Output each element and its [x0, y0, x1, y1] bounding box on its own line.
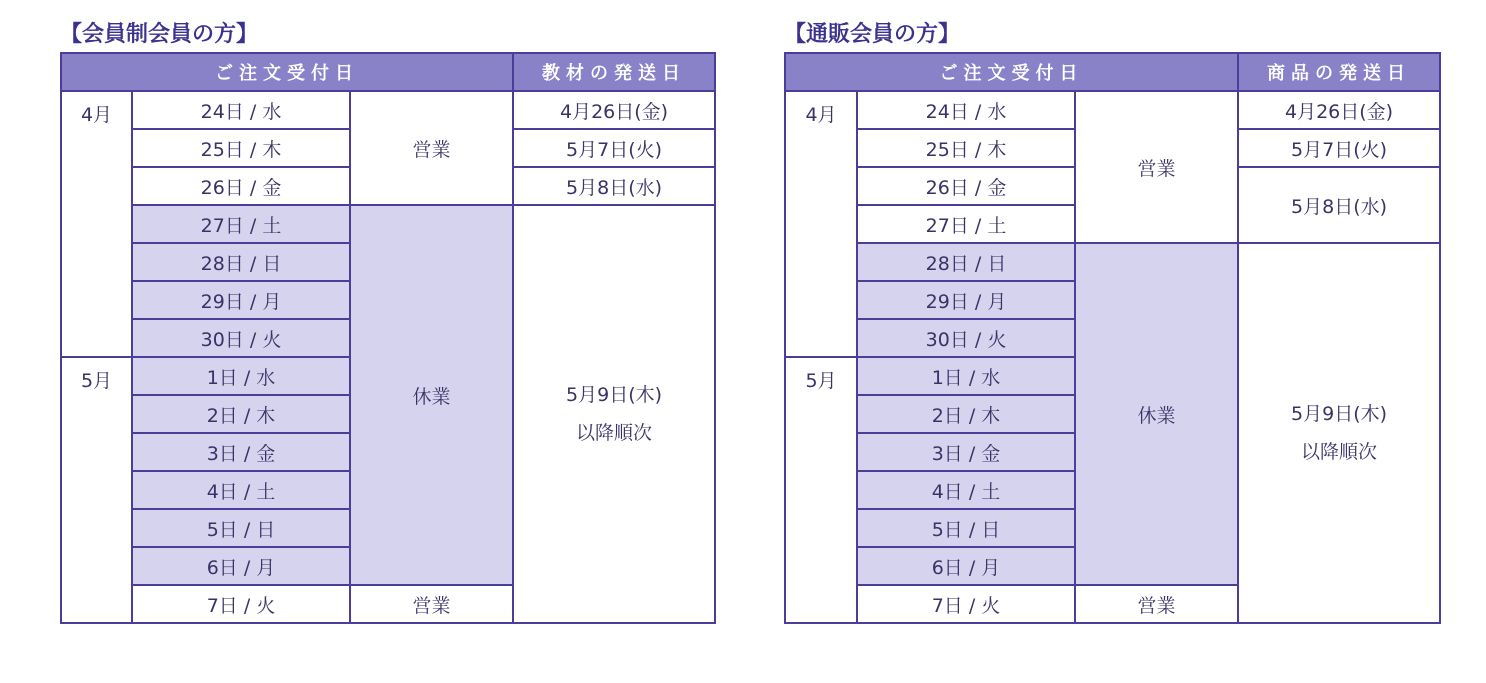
order-day-cell: 2日 / 木	[857, 395, 1075, 433]
order-day-cell: 6日 / 月	[857, 547, 1075, 585]
header-ship-date: 教材の発送日	[513, 53, 715, 91]
order-day-cell: 6日 / 月	[132, 547, 350, 585]
order-day-cell: 24日 / 水	[857, 91, 1075, 129]
status-cell-open-last: 営業	[350, 585, 513, 623]
order-day-cell: 29日 / 月	[857, 281, 1075, 319]
ship-date-cell: 5月8日(水)	[1238, 167, 1440, 243]
order-day-cell: 1日 / 水	[132, 357, 350, 395]
order-day-cell: 1日 / 水	[857, 357, 1075, 395]
order-day-cell: 25日 / 木	[857, 129, 1075, 167]
member-schedule-section	[60, 20, 716, 624]
ship-date-cell: 5月7日(火)	[1238, 129, 1440, 167]
month-cell-apr: 4月	[61, 91, 132, 357]
table-header-row	[785, 53, 1440, 91]
ship-later-date: 5月9日(木)	[566, 384, 663, 406]
order-day-cell: 28日 / 日	[132, 243, 350, 281]
table-row	[61, 205, 715, 243]
header-ship-date: 商品の発送日	[1238, 53, 1440, 91]
order-day-cell: 30日 / 火	[132, 319, 350, 357]
order-day-cell: 26日 / 金	[857, 167, 1075, 205]
order-day-cell: 4日 / 土	[132, 471, 350, 509]
order-day-cell: 27日 / 土	[132, 205, 350, 243]
status-cell-closed: 休業	[1075, 243, 1238, 585]
order-day-cell: 7日 / 火	[857, 585, 1075, 623]
order-day-cell: 5日 / 日	[857, 509, 1075, 547]
mailorder-schedule-table	[784, 52, 1441, 624]
ship-date-cell: 5月7日(火)	[513, 129, 715, 167]
order-day-cell: 3日 / 金	[132, 433, 350, 471]
status-cell-closed: 休業	[350, 205, 513, 585]
table-row	[785, 243, 1440, 281]
status-cell-open: 営業	[350, 91, 513, 205]
month-cell-may: 5月	[61, 357, 132, 623]
ship-later-cell	[1238, 243, 1440, 623]
order-day-cell: 4日 / 土	[857, 471, 1075, 509]
table-row	[785, 91, 1440, 129]
order-day-cell: 2日 / 木	[132, 395, 350, 433]
ship-date-cell: 4月26日(金)	[513, 91, 715, 129]
order-day-cell: 30日 / 火	[857, 319, 1075, 357]
ship-later-note: 以降順次	[1301, 441, 1378, 463]
table-row	[61, 91, 715, 129]
mailorder-schedule-title: 【通販会員の方】	[784, 22, 961, 47]
month-cell-apr: 4月	[785, 91, 857, 357]
order-day-cell: 24日 / 水	[132, 91, 350, 129]
ship-date-cell: 4月26日(金)	[1238, 91, 1440, 129]
member-schedule-table	[60, 52, 716, 624]
order-day-cell: 25日 / 木	[132, 129, 350, 167]
ship-later-note: 以降順次	[576, 422, 653, 444]
month-cell-may: 5月	[785, 357, 857, 623]
member-schedule-title: 【会員制会員の方】	[60, 22, 259, 47]
status-cell-open: 営業	[1075, 91, 1238, 243]
header-order-date: ご注文受付日	[61, 53, 513, 91]
table-header-row	[61, 53, 715, 91]
order-day-cell: 5日 / 日	[132, 509, 350, 547]
order-day-cell: 29日 / 月	[132, 281, 350, 319]
status-cell-open-last: 営業	[1075, 585, 1238, 623]
ship-later-date: 5月9日(木)	[1291, 403, 1388, 425]
ship-date-cell: 5月8日(水)	[513, 167, 715, 205]
order-day-cell: 7日 / 火	[132, 585, 350, 623]
header-order-date: ご注文受付日	[785, 53, 1238, 91]
order-day-cell: 26日 / 金	[132, 167, 350, 205]
ship-later-cell	[513, 205, 715, 623]
order-day-cell: 28日 / 日	[857, 243, 1075, 281]
mailorder-schedule-section	[784, 20, 1441, 624]
order-day-cell: 27日 / 土	[857, 205, 1075, 243]
order-day-cell: 3日 / 金	[857, 433, 1075, 471]
